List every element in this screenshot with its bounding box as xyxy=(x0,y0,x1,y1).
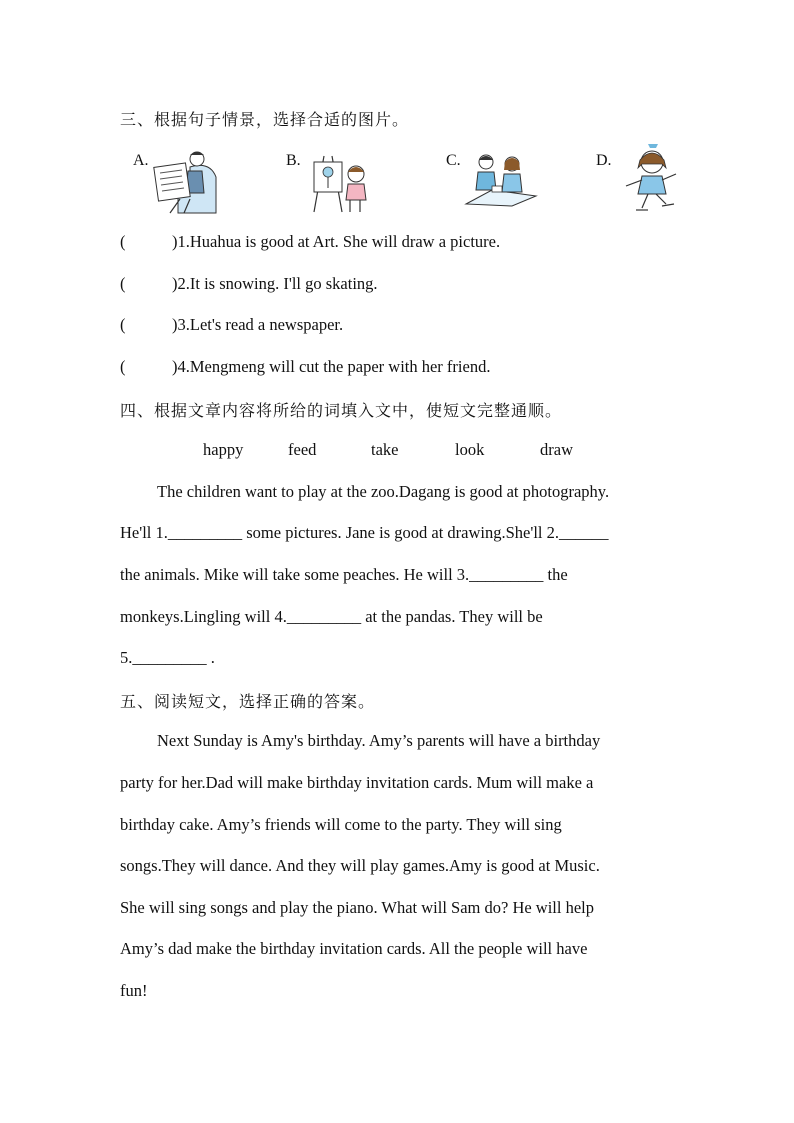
children-cutting-paper-icon xyxy=(462,150,538,208)
passage5-line: party for her.Dad will make birthday invitation cards. Mum will make a xyxy=(120,773,594,792)
passage4-line: 5._________ . xyxy=(120,648,215,667)
question-1-text: )1.Huahua is good at Art. She will draw a picture. xyxy=(172,232,501,251)
option-b-label: B. xyxy=(286,152,301,169)
option-c-label: C. xyxy=(446,152,461,169)
word-bank-item: take xyxy=(371,440,399,459)
question-4-paren: ( xyxy=(120,357,126,376)
word-bank-item: look xyxy=(455,440,485,459)
section3-heading: 三、根据句子情景，选择合适的图片。 xyxy=(120,110,410,129)
question-3-text: )3.Let's read a newspaper. xyxy=(172,315,344,334)
passage4-line: He'll 1._________ some pictures. Jane is good at drawing.She'll 2.______ xyxy=(120,523,609,542)
word-bank-item: happy xyxy=(203,440,244,459)
girl-drawing-at-easel-icon xyxy=(306,152,370,214)
man-reading-newspaper-icon xyxy=(150,147,222,215)
passage4-line: the animals. Mike will take some peaches. He will 3._________ the xyxy=(120,565,568,584)
girl-skating-icon xyxy=(620,144,680,216)
word-bank-item: feed xyxy=(288,440,317,459)
passage5-line: Next Sunday is Amy's birthday. Amy’s parents will have a birthday xyxy=(157,731,601,750)
question-2-paren: ( xyxy=(120,274,126,293)
option-d-label: D. xyxy=(596,152,612,169)
question-4-text: )4.Mengmeng will cut the paper with her friend. xyxy=(172,357,491,376)
passage5-line: birthday cake. Amy’s friends will come to the party. They will sing xyxy=(120,815,562,834)
option-a-label: A. xyxy=(133,152,149,169)
question-2-text: )2.It is snowing. I'll go skating. xyxy=(172,274,378,293)
question-3-paren: ( xyxy=(120,315,126,334)
passage4-line: monkeys.Lingling will 4._________ at the pandas. They will be xyxy=(120,607,543,626)
question-1-paren: ( xyxy=(120,232,126,251)
section5-heading: 五、阅读短文，选择正确的答案。 xyxy=(120,692,376,711)
passage5-line: fun! xyxy=(120,981,148,1000)
passage5-line: songs.They will dance. And they will play games.Amy is good at Music. xyxy=(120,856,600,875)
section4-heading: 四、根据文章内容将所给的词填入文中，使短文完整通顺。 xyxy=(120,401,563,420)
passage5-line: Amy’s dad make the birthday invitation cards. All the people will have xyxy=(120,939,588,958)
passage4-line: The children want to play at the zoo.Dagang is good at photography. xyxy=(157,482,610,501)
word-bank-item: draw xyxy=(540,440,573,459)
passage5-line: She will sing songs and play the piano. What will Sam do? He will help xyxy=(120,898,595,917)
